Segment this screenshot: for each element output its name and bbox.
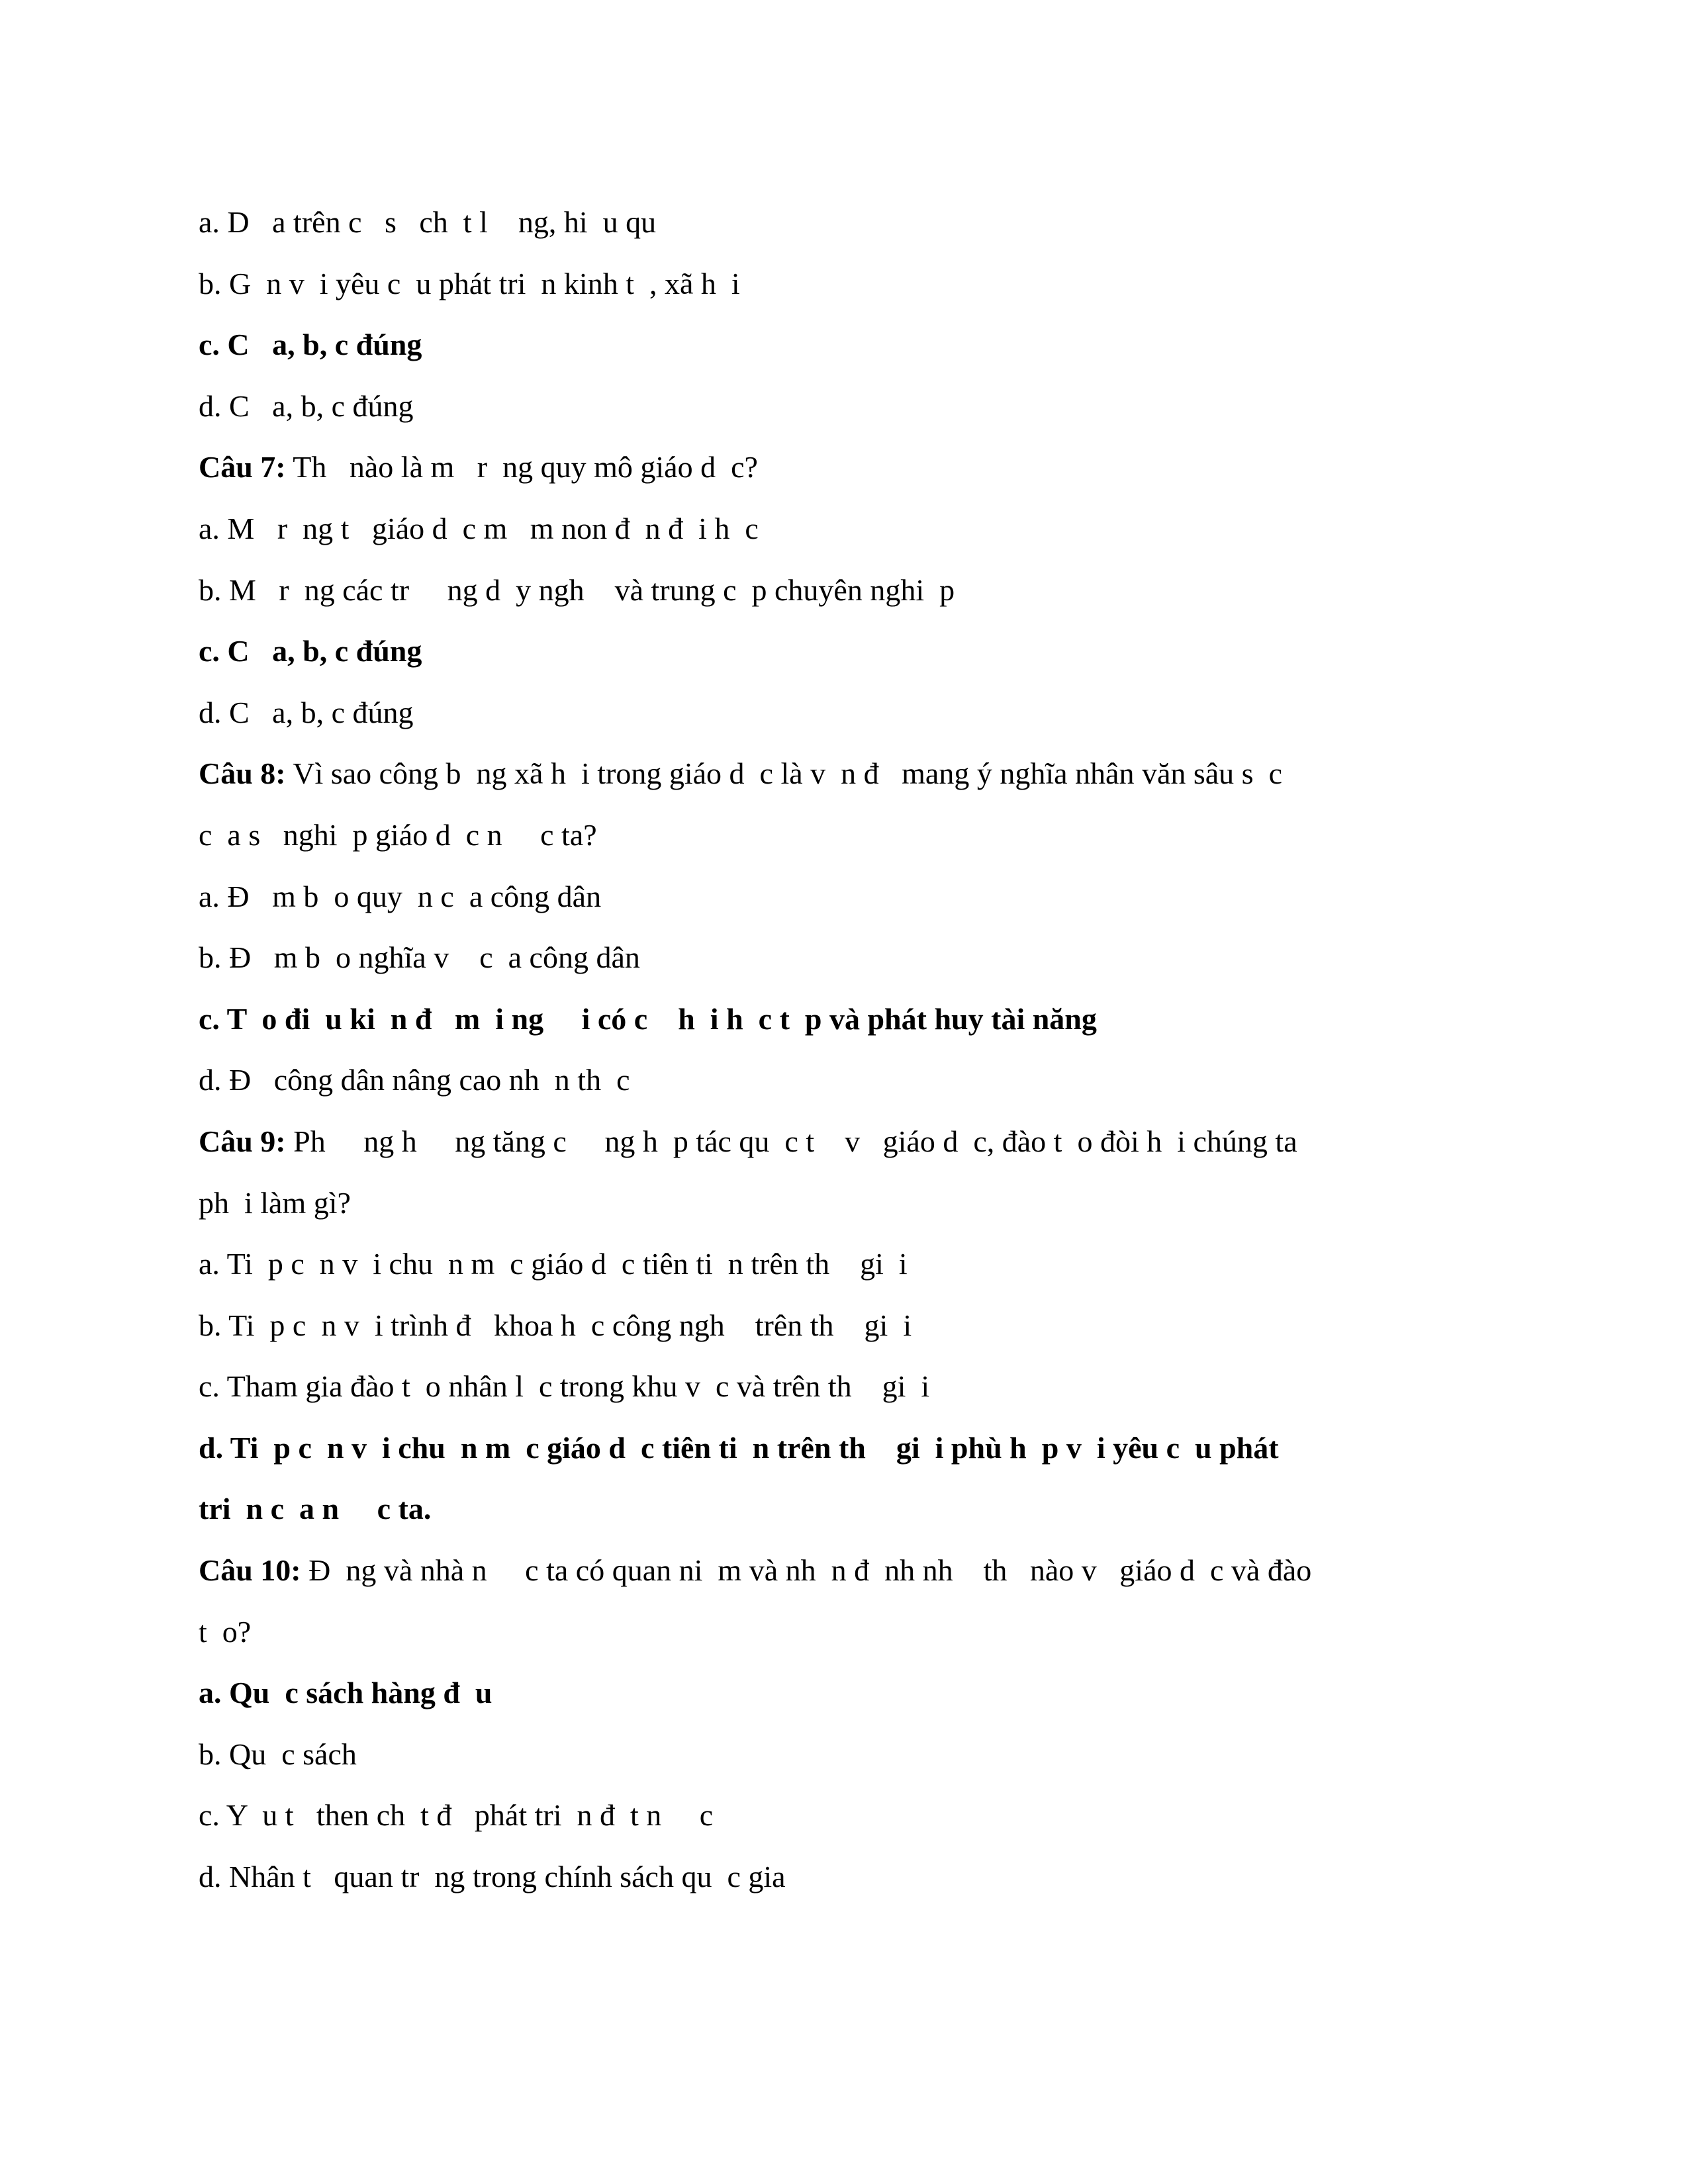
question-7 xyxy=(199,437,1496,498)
question-label: Câu 10: xyxy=(199,1553,301,1588)
option-line: a. M r ng t giáo d c m m non đ n đ i h c xyxy=(199,511,759,545)
question-text: Vì sao công b ng xã h i trong giáo d c là v n đ mang ý nghĩa nhân văn sâu s c xyxy=(285,756,1283,791)
option-line: d. C a, b, c đúng xyxy=(199,388,414,423)
question-10 xyxy=(199,1540,1496,1602)
question-continuation: t o? xyxy=(199,1614,252,1649)
option-line: b. Qu c sách xyxy=(199,1737,357,1771)
option-line: a. Ti p c n v i chu n m c giáo d c tiên ti n trên th gi i xyxy=(199,1247,908,1281)
option-line: b. G n v i yêu c u phát tri n kinh t , xã h i xyxy=(199,266,740,300)
question-label: Câu 8: xyxy=(199,756,286,791)
option-line: a. D a trên c s ch t l ng, hi u qu xyxy=(199,205,657,239)
option-line: b. Đ m b o nghĩa v c a công dân xyxy=(199,940,640,975)
correct-answer-continuation: tri n c a n c ta. xyxy=(199,1492,432,1526)
question-label: Câu 9: xyxy=(199,1124,286,1158)
option-line: d. Đ công dân nâng cao nh n th c xyxy=(199,1063,630,1097)
question-9 xyxy=(199,1111,1496,1173)
correct-answer-line: c. T o đi u ki n đ m i ng i có c h i h c t p và phát huy tài năng xyxy=(199,1001,1097,1036)
correct-answer-line: a. Qu c sách hàng đ u xyxy=(199,1676,492,1710)
option-line: d. C a, b, c đúng xyxy=(199,695,414,729)
question-continuation: c a s nghi p giáo d c n c ta? xyxy=(199,817,597,852)
correct-answer-line: c. C a, b, c đúng xyxy=(199,634,422,668)
option-line: d. Nhân t quan tr ng trong chính sách qu c gia xyxy=(199,1860,786,1894)
question-text: Đ ng và nhà n c ta có quan ni m và nh n đ nh nh th nào v giáo d c và đào xyxy=(301,1553,1312,1588)
question-text: Th nào là m r ng quy mô giáo d c? xyxy=(285,450,758,484)
correct-answer-line: d. Ti p c n v i chu n m c giáo d c tiên ti n trên th gi i phù h p v i yêu c u phát xyxy=(199,1430,1279,1465)
option-line: b. Ti p c n v i trình đ khoa h c công ngh trên th gi i xyxy=(199,1308,912,1342)
question-8 xyxy=(199,743,1496,805)
option-line: c. Y u t then ch t đ phát tri n đ t n c xyxy=(199,1798,714,1833)
option-line: b. M r ng các tr ng d y ngh và trung c p chuyên nghi p xyxy=(199,572,955,607)
correct-answer-line: c. C a, b, c đúng xyxy=(199,328,422,362)
option-line: a. Đ m b o quy n c a công dân xyxy=(199,879,602,913)
document-page xyxy=(199,192,1496,1908)
question-label: Câu 7: xyxy=(199,450,286,484)
question-text: Ph ng h ng tăng c ng h p tác qu c t v giáo d c, đào t o đòi h i chúng ta xyxy=(285,1124,1297,1158)
option-line: c. Tham gia đào t o nhân l c trong khu v c và trên th gi i xyxy=(199,1369,930,1404)
question-continuation: ph i làm gì? xyxy=(199,1185,351,1220)
